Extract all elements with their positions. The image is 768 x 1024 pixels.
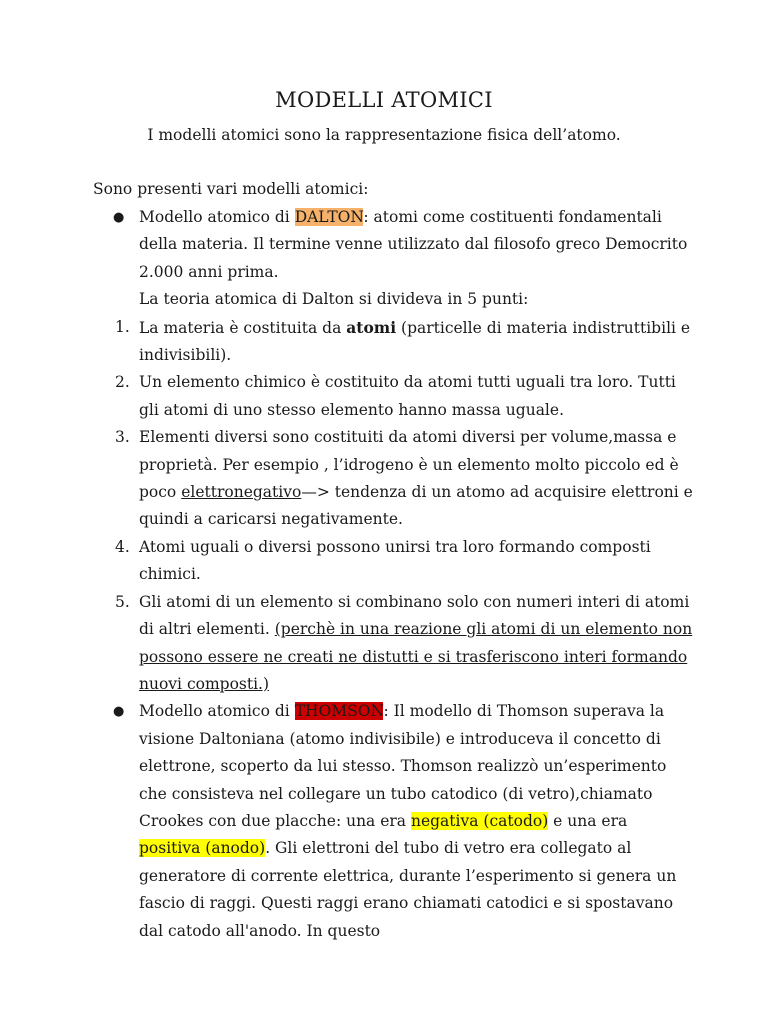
dalton-pre: Modello atomico di <box>139 208 295 226</box>
point-number: 3. <box>115 428 130 447</box>
point-text: Un elemento chimico è costituito da atomi tutti uguali tra loro. Tutti gli atomi di uno stesso elemento hanno massa uguale. <box>139 373 676 419</box>
list-item-point-2 <box>93 369 693 424</box>
point-text: —> tendenza di un atomo ad acquisire elettroni e quindi a caricarsi negativamente. <box>139 483 693 529</box>
point-number: 1. <box>115 317 130 336</box>
document-body <box>93 204 693 945</box>
point-bold-text: atomi <box>346 317 397 337</box>
page-subtitle: I modelli atomici sono la rappresentazione fisica dell’atomo. <box>147 126 621 144</box>
point-number: 5. <box>115 592 130 611</box>
positive-highlight: positiva (anodo) <box>139 839 266 858</box>
intro-text: Sono presenti vari modelli atomici: <box>93 180 369 198</box>
underlined-note: (perchè in una reazione gli atomi di un elemento non possono essere ne creati ne distutti e si trasferiscono interi formando nuovi composti.) <box>139 620 693 693</box>
list-item-point-1 <box>93 314 693 370</box>
bullet-icon: ● <box>113 210 125 225</box>
underlined-term: elettronegativo <box>181 483 302 502</box>
thomson-pre: Modello atomico di <box>139 702 295 721</box>
dalton-theory-intro: La teoria atomica di Dalton si divideva in 5 punti: <box>139 290 529 309</box>
point-text: Elementi diversi sono costituiti da atomi diversi per volume,massa e proprietà. Per esempio , l’idrogeno è un elemento molto piccolo ed è poco <box>139 428 679 502</box>
point-number: 2. <box>115 373 130 392</box>
point-text: Atomi uguali o diversi possono unirsi tra loro formando composti chimici. <box>139 537 651 584</box>
thomson-text: . Gli elettroni del tubo di vetro era collegato al generatore di corrente elettrica, durante l’esperimento si genera un fascio di raggi. Questi raggi erano chiamati catodici e si spostavano dal catodo all'anodo. In questo <box>139 839 677 940</box>
dalton-text: : atomi come costituenti fondamentali della materia. Il termine venne utilizzato dal filosofo greco Democrito 2.000 anni prima. <box>139 208 688 281</box>
dalton-highlight: DALTON <box>294 208 364 226</box>
list-item-point-4 <box>93 534 693 589</box>
page-title: MODELLI ATOMICI <box>275 88 493 112</box>
thomson-highlight: THOMSON <box>294 702 384 721</box>
thomson-text: : Il modello di Thomson superava la visione Daltoniana (atomo indivisibile) e introduceva il concetto di elettrone, scoperto da lui stesso. Thomson realizzò un’esperimento che consisteva nel collegare un tubo catodico (di vetro),chiamato Crookes con due placche: una era <box>139 702 667 830</box>
negative-highlight: negativa (catodo) <box>410 811 549 830</box>
list-item-dalton <box>93 204 693 314</box>
point-text: Gli atomi di un elemento si combinano solo con numeri interi di atomi di altri elementi. <box>139 592 690 639</box>
point-text: (particelle di materia indistruttibili e indivisibili). <box>139 318 691 365</box>
list-item-point-5 <box>93 589 693 699</box>
list-item-point-3 <box>93 424 693 534</box>
point-text: La materia è costituita da <box>139 318 347 337</box>
list-item-thomson <box>93 698 693 945</box>
thomson-text: e una era <box>548 811 628 830</box>
bullet-icon: ● <box>113 704 125 720</box>
point-number: 4. <box>115 537 130 556</box>
